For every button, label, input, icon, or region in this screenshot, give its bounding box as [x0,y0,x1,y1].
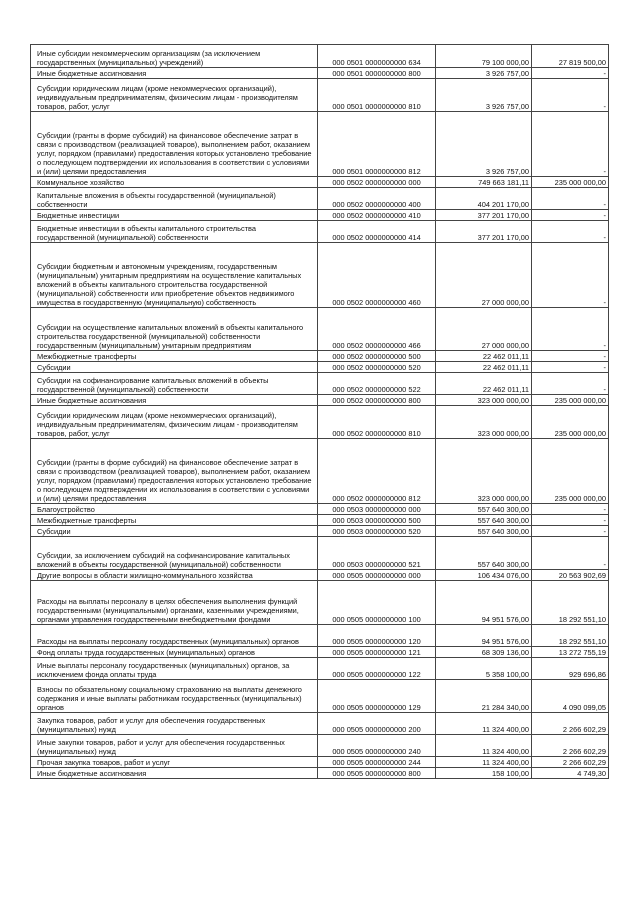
row-name: Бюджетные инвестиции в объекты капитального строительства государственной (муниципальной) собственности [31,221,318,243]
row-plan-amount: 377 201 170,00 [436,210,532,221]
row-name: Бюджетные инвестиции [31,210,318,221]
row-name: Иные субсидии некоммерческим организациям (за исключением государственных (муниципальных) учреждений) [31,45,318,68]
row-name: Межбюджетные трансферты [31,515,318,526]
row-name: Субсидии на софинансирование капитальных вложений в объекты государственной (муниципальной) собственности [31,373,318,395]
row-code: 000 0505 0000000000 200 [318,713,436,735]
row-plan-amount: 94 951 576,00 [436,581,532,625]
row-executed-amount: - [532,79,609,112]
row-name: Межбюджетные трансферты [31,351,318,362]
expenditure-table [30,44,609,779]
row-executed-amount: 18 292 551,10 [532,581,609,625]
row-name: Благоустройство [31,504,318,515]
row-executed-amount: - [532,504,609,515]
row-executed-amount: 2 266 602,29 [532,713,609,735]
row-executed-amount: - [532,515,609,526]
row-name: Иные бюджетные ассигнования [31,68,318,79]
row-executed-amount: - [532,210,609,221]
row-executed-amount: - [532,362,609,373]
row-code: 000 0502 0000000000 520 [318,362,436,373]
table-row [31,757,609,768]
table-row [31,221,609,243]
expenditure-table-body [31,45,609,779]
row-name: Субсидии [31,362,318,373]
row-code: 000 0503 0000000000 520 [318,526,436,537]
row-plan-amount: 557 640 300,00 [436,526,532,537]
table-row [31,658,609,680]
row-plan-amount: 11 324 400,00 [436,735,532,757]
row-code: 000 0505 0000000000 800 [318,768,436,779]
table-row [31,406,609,439]
budget-report-page [30,44,608,779]
row-code: 000 0501 0000000000 634 [318,45,436,68]
row-name: Субсидии (гранты в форме субсидий) на финансовое обеспечение затрат в связи с производством (реализацией товаров), выполнением работ, оказанием услуг, порядком (правилами) предоставления которых установлено требование о последующем подтверждении их использования в соответствии с условиями и (или) целями предоставления [31,439,318,504]
row-code: 000 0503 0000000000 000 [318,504,436,515]
row-code: 000 0502 0000000000 400 [318,188,436,210]
row-plan-amount: 79 100 000,00 [436,45,532,68]
row-executed-amount: - [532,373,609,395]
row-plan-amount: 557 640 300,00 [436,504,532,515]
row-executed-amount: 235 000 000,00 [532,406,609,439]
row-name: Субсидии юридическим лицам (кроме некоммерческих организаций), индивидуальным предпринимателям, физическим лицам - производителям товаров, работ, услуг [31,79,318,112]
row-plan-amount: 557 640 300,00 [436,537,532,570]
row-code: 000 0505 0000000000 100 [318,581,436,625]
row-plan-amount: 94 951 576,00 [436,625,532,647]
table-row [31,537,609,570]
row-name: Субсидии бюджетным и автономным учреждениям, государственным (муниципальным) унитарным предприятиям на осуществление капитальных вложений в объекты капитального строительства государственной (муниципальной) собственности или приобретение объектов недвижимого имущества в государственную (муниципальную) собственность [31,243,318,308]
row-name: Субсидии, за исключением субсидий на софинансирование капитальных вложений в объекты государственной (муниципальной) собственности [31,537,318,570]
row-name: Иные бюджетные ассигнования [31,768,318,779]
table-row [31,515,609,526]
row-code: 000 0502 0000000000 500 [318,351,436,362]
row-plan-amount: 27 000 000,00 [436,243,532,308]
row-executed-amount: 27 819 500,00 [532,45,609,68]
table-row [31,112,609,177]
row-executed-amount: - [532,188,609,210]
row-plan-amount: 11 324 400,00 [436,713,532,735]
row-name: Иные бюджетные ассигнования [31,395,318,406]
row-plan-amount: 3 926 757,00 [436,112,532,177]
row-code: 000 0501 0000000000 812 [318,112,436,177]
row-code: 000 0505 0000000000 121 [318,647,436,658]
row-plan-amount: 323 000 000,00 [436,439,532,504]
row-code: 000 0502 0000000000 812 [318,439,436,504]
row-name: Субсидии [31,526,318,537]
table-row [31,79,609,112]
row-name: Другие вопросы в области жилищно-коммунального хозяйства [31,570,318,581]
row-code: 000 0502 0000000000 410 [318,210,436,221]
row-plan-amount: 22 462 011,11 [436,373,532,395]
row-name: Субсидии юридическим лицам (кроме некоммерческих организаций), индивидуальным предпринимателям, физическим лицам - производителям товаров, работ, услуг [31,406,318,439]
row-code: 000 0503 0000000000 521 [318,537,436,570]
table-row [31,768,609,779]
row-executed-amount: 235 000 000,00 [532,395,609,406]
table-row [31,45,609,68]
table-row [31,581,609,625]
table-row [31,439,609,504]
row-code: 000 0505 0000000000 240 [318,735,436,757]
row-code: 000 0505 0000000000 129 [318,680,436,713]
row-name: Закупка товаров, работ и услуг для обеспечения государственных (муниципальных) нужд [31,713,318,735]
row-code: 000 0501 0000000000 810 [318,79,436,112]
row-plan-amount: 22 462 011,11 [436,362,532,373]
row-plan-amount: 68 309 136,00 [436,647,532,658]
row-executed-amount: 2 266 602,29 [532,757,609,768]
table-row [31,68,609,79]
table-row [31,504,609,515]
row-code: 000 0505 0000000000 000 [318,570,436,581]
table-row [31,526,609,537]
row-name: Расходы на выплаты персоналу государственных (муниципальных) органов [31,625,318,647]
row-plan-amount: 5 358 100,00 [436,658,532,680]
row-executed-amount: - [532,68,609,79]
row-executed-amount: 13 272 755,19 [532,647,609,658]
row-plan-amount: 11 324 400,00 [436,757,532,768]
row-code: 000 0502 0000000000 466 [318,308,436,351]
row-code: 000 0505 0000000000 122 [318,658,436,680]
row-executed-amount: 235 000 000,00 [532,439,609,504]
row-executed-amount: - [532,537,609,570]
row-plan-amount: 21 284 340,00 [436,680,532,713]
row-name: Субсидии на осуществление капитальных вложений в объекты капитального строительства государственной (муниципальной) собственности государственным (муниципальным) унитарным предприятиям [31,308,318,351]
row-executed-amount: 235 000 000,00 [532,177,609,188]
table-row [31,243,609,308]
row-code: 000 0502 0000000000 000 [318,177,436,188]
row-executed-amount: 929 696,86 [532,658,609,680]
row-code: 000 0505 0000000000 120 [318,625,436,647]
row-executed-amount: - [532,308,609,351]
row-plan-amount: 158 100,00 [436,768,532,779]
table-row [31,351,609,362]
table-row [31,177,609,188]
row-plan-amount: 3 926 757,00 [436,79,532,112]
row-name: Иные выплаты персоналу государственных (муниципальных) органов, за исключением фонда оплаты труда [31,658,318,680]
row-plan-amount: 27 000 000,00 [436,308,532,351]
row-plan-amount: 323 000 000,00 [436,395,532,406]
table-row [31,625,609,647]
row-name: Прочая закупка товаров, работ и услуг [31,757,318,768]
row-name: Иные закупки товаров, работ и услуг для обеспечения государственных (муниципальных) нужд [31,735,318,757]
row-plan-amount: 404 201 170,00 [436,188,532,210]
row-executed-amount: 4 090 099,05 [532,680,609,713]
row-executed-amount: 18 292 551,10 [532,625,609,647]
row-code: 000 0502 0000000000 810 [318,406,436,439]
row-plan-amount: 3 926 757,00 [436,68,532,79]
row-code: 000 0503 0000000000 500 [318,515,436,526]
table-row [31,713,609,735]
table-row [31,395,609,406]
row-executed-amount: 4 749,30 [532,768,609,779]
row-executed-amount: - [532,221,609,243]
row-executed-amount: - [532,112,609,177]
row-code: 000 0501 0000000000 800 [318,68,436,79]
row-name: Субсидии (гранты в форме субсидий) на финансовое обеспечение затрат в связи с производством (реализацией товаров), выполнением работ, оказанием услуг, порядком (правилами) предоставления которых установлено требование о последующем подтверждении их использования в соответствии с условиями и (или) целями предоставления [31,112,318,177]
row-name: Фонд оплаты труда государственных (муниципальных) органов [31,647,318,658]
row-name: Капитальные вложения в объекты государственной (муниципальной) собственности [31,188,318,210]
row-plan-amount: 749 663 181,11 [436,177,532,188]
row-code: 000 0502 0000000000 414 [318,221,436,243]
row-executed-amount: 2 266 602,29 [532,735,609,757]
table-row [31,362,609,373]
row-name: Взносы по обязательному социальному страхованию на выплаты денежного содержания и иные выплаты работникам государственных (муниципальных) органов [31,680,318,713]
row-code: 000 0502 0000000000 460 [318,243,436,308]
table-row [31,373,609,395]
row-executed-amount: 20 563 902,69 [532,570,609,581]
row-executed-amount: - [532,526,609,537]
row-code: 000 0505 0000000000 244 [318,757,436,768]
row-code: 000 0502 0000000000 522 [318,373,436,395]
row-plan-amount: 323 000 000,00 [436,406,532,439]
table-row [31,680,609,713]
row-name: Расходы на выплаты персоналу в целях обеспечения выполнения функций государственными (муниципальными) органами, казенными учреждениями, органами управления государственными внебюджетными фондами [31,581,318,625]
row-plan-amount: 22 462 011,11 [436,351,532,362]
row-plan-amount: 377 201 170,00 [436,221,532,243]
row-executed-amount: - [532,243,609,308]
row-code: 000 0502 0000000000 800 [318,395,436,406]
table-row [31,647,609,658]
row-plan-amount: 557 640 300,00 [436,515,532,526]
table-row [31,210,609,221]
row-name: Коммунальное хозяйство [31,177,318,188]
row-plan-amount: 106 434 076,00 [436,570,532,581]
row-executed-amount: - [532,351,609,362]
table-row [31,308,609,351]
table-row [31,570,609,581]
table-row [31,188,609,210]
table-row [31,735,609,757]
